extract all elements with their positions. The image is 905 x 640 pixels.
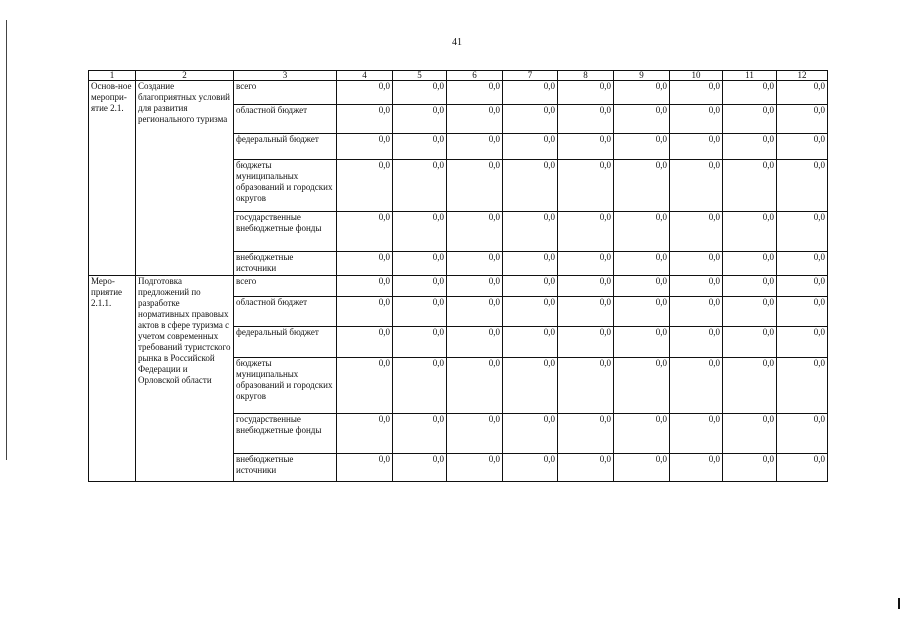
column-header: 5 bbox=[393, 71, 447, 81]
value-cell: 0,0 bbox=[337, 297, 393, 327]
page-number: 41 bbox=[452, 37, 462, 48]
value-cell: 0,0 bbox=[670, 160, 723, 212]
funding-source-cell: бюджеты муниципальных образований и городских округов bbox=[234, 358, 337, 414]
value-cell: 0,0 bbox=[447, 276, 503, 297]
table-row bbox=[89, 81, 828, 105]
value-cell: 0,0 bbox=[447, 414, 503, 454]
funding-source-cell: федеральный бюджет bbox=[234, 327, 337, 358]
value-cell: 0,0 bbox=[393, 252, 447, 276]
value-cell: 0,0 bbox=[670, 134, 723, 160]
value-cell: 0,0 bbox=[723, 327, 777, 358]
value-cell: 0,0 bbox=[393, 358, 447, 414]
value-cell: 0,0 bbox=[558, 134, 614, 160]
value-cell: 0,0 bbox=[503, 105, 558, 134]
value-cell: 0,0 bbox=[723, 276, 777, 297]
value-cell: 0,0 bbox=[447, 212, 503, 252]
value-cell: 0,0 bbox=[337, 454, 393, 482]
value-cell: 0,0 bbox=[337, 134, 393, 160]
funding-source-cell: всего bbox=[234, 276, 337, 297]
value-cell: 0,0 bbox=[670, 276, 723, 297]
value-cell: 0,0 bbox=[558, 327, 614, 358]
value-cell: 0,0 bbox=[558, 297, 614, 327]
value-cell: 0,0 bbox=[337, 327, 393, 358]
scan-edge-line bbox=[6, 20, 7, 460]
value-cell: 0,0 bbox=[337, 160, 393, 212]
column-header: 4 bbox=[337, 71, 393, 81]
value-cell: 0,0 bbox=[614, 358, 670, 414]
funding-source-cell: государственные внебюджетные фонды bbox=[234, 414, 337, 454]
value-cell: 0,0 bbox=[337, 252, 393, 276]
funding-source-cell: областной бюджет bbox=[234, 105, 337, 134]
value-cell: 0,0 bbox=[558, 160, 614, 212]
value-cell: 0,0 bbox=[614, 160, 670, 212]
funding-source-cell: бюджеты муниципальных образований и городских округов bbox=[234, 160, 337, 212]
value-cell: 0,0 bbox=[337, 414, 393, 454]
funding-source-cell: всего bbox=[234, 81, 337, 105]
value-cell: 0,0 bbox=[447, 105, 503, 134]
value-cell: 0,0 bbox=[447, 297, 503, 327]
value-cell: 0,0 bbox=[393, 105, 447, 134]
value-cell: 0,0 bbox=[393, 414, 447, 454]
value-cell: 0,0 bbox=[777, 414, 828, 454]
value-cell: 0,0 bbox=[723, 212, 777, 252]
activity-code-cell: Меро-приятие 2.1.1. bbox=[89, 276, 136, 482]
funding-source-cell: государственные внебюджетные фонды bbox=[234, 212, 337, 252]
value-cell: 0,0 bbox=[723, 252, 777, 276]
value-cell: 0,0 bbox=[447, 252, 503, 276]
value-cell: 0,0 bbox=[777, 454, 828, 482]
value-cell: 0,0 bbox=[558, 276, 614, 297]
value-cell: 0,0 bbox=[614, 212, 670, 252]
value-cell: 0,0 bbox=[670, 105, 723, 134]
value-cell: 0,0 bbox=[614, 81, 670, 105]
column-number-row bbox=[89, 71, 828, 81]
activity-code-cell: Основ-ное меропри-ятие 2.1. bbox=[89, 81, 136, 276]
value-cell: 0,0 bbox=[393, 454, 447, 482]
value-cell: 0,0 bbox=[393, 327, 447, 358]
value-cell: 0,0 bbox=[558, 81, 614, 105]
value-cell: 0,0 bbox=[503, 212, 558, 252]
column-header: 10 bbox=[670, 71, 723, 81]
value-cell: 0,0 bbox=[777, 276, 828, 297]
value-cell: 0,0 bbox=[503, 81, 558, 105]
value-cell: 0,0 bbox=[670, 297, 723, 327]
value-cell: 0,0 bbox=[777, 297, 828, 327]
value-cell: 0,0 bbox=[670, 252, 723, 276]
value-cell: 0,0 bbox=[777, 212, 828, 252]
column-header: 3 bbox=[234, 71, 337, 81]
value-cell: 0,0 bbox=[503, 276, 558, 297]
value-cell: 0,0 bbox=[447, 358, 503, 414]
value-cell: 0,0 bbox=[393, 134, 447, 160]
value-cell: 0,0 bbox=[614, 134, 670, 160]
funding-source-cell: областной бюджет bbox=[234, 297, 337, 327]
funding-source-cell: внебюджетные источники bbox=[234, 454, 337, 482]
value-cell: 0,0 bbox=[558, 358, 614, 414]
value-cell: 0,0 bbox=[447, 134, 503, 160]
value-cell: 0,0 bbox=[337, 276, 393, 297]
value-cell: 0,0 bbox=[723, 297, 777, 327]
value-cell: 0,0 bbox=[337, 81, 393, 105]
column-header: 6 bbox=[447, 71, 503, 81]
column-header: 1 bbox=[89, 71, 136, 81]
value-cell: 0,0 bbox=[447, 454, 503, 482]
value-cell: 0,0 bbox=[777, 134, 828, 160]
value-cell: 0,0 bbox=[337, 105, 393, 134]
value-cell: 0,0 bbox=[393, 297, 447, 327]
value-cell: 0,0 bbox=[670, 414, 723, 454]
value-cell: 0,0 bbox=[777, 160, 828, 212]
value-cell: 0,0 bbox=[503, 134, 558, 160]
value-cell: 0,0 bbox=[558, 252, 614, 276]
value-cell: 0,0 bbox=[670, 81, 723, 105]
value-cell: 0,0 bbox=[558, 414, 614, 454]
value-cell: 0,0 bbox=[393, 81, 447, 105]
value-cell: 0,0 bbox=[670, 454, 723, 482]
value-cell: 0,0 bbox=[670, 358, 723, 414]
value-cell: 0,0 bbox=[777, 327, 828, 358]
value-cell: 0,0 bbox=[614, 105, 670, 134]
funding-source-cell: внебюджетные источники bbox=[234, 252, 337, 276]
column-header: 9 bbox=[614, 71, 670, 81]
funding-source-cell: федеральный бюджет bbox=[234, 134, 337, 160]
value-cell: 0,0 bbox=[723, 160, 777, 212]
value-cell: 0,0 bbox=[777, 252, 828, 276]
value-cell: 0,0 bbox=[503, 160, 558, 212]
value-cell: 0,0 bbox=[503, 358, 558, 414]
value-cell: 0,0 bbox=[614, 252, 670, 276]
value-cell: 0,0 bbox=[558, 212, 614, 252]
value-cell: 0,0 bbox=[503, 252, 558, 276]
value-cell: 0,0 bbox=[447, 327, 503, 358]
value-cell: 0,0 bbox=[503, 454, 558, 482]
value-cell: 0,0 bbox=[777, 81, 828, 105]
value-cell: 0,0 bbox=[503, 414, 558, 454]
value-cell: 0,0 bbox=[503, 297, 558, 327]
value-cell: 0,0 bbox=[723, 454, 777, 482]
value-cell: 0,0 bbox=[723, 134, 777, 160]
value-cell: 0,0 bbox=[558, 105, 614, 134]
value-cell: 0,0 bbox=[337, 358, 393, 414]
value-cell: 0,0 bbox=[723, 105, 777, 134]
value-cell: 0,0 bbox=[777, 105, 828, 134]
value-cell: 0,0 bbox=[614, 297, 670, 327]
value-cell: 0,0 bbox=[670, 212, 723, 252]
column-header: 2 bbox=[136, 71, 234, 81]
value-cell: 0,0 bbox=[723, 358, 777, 414]
value-cell: 0,0 bbox=[614, 327, 670, 358]
value-cell: 0,0 bbox=[447, 81, 503, 105]
value-cell: 0,0 bbox=[614, 414, 670, 454]
value-cell: 0,0 bbox=[447, 160, 503, 212]
column-header: 11 bbox=[723, 71, 777, 81]
table-body bbox=[89, 81, 828, 482]
value-cell: 0,0 bbox=[503, 327, 558, 358]
value-cell: 0,0 bbox=[670, 327, 723, 358]
value-cell: 0,0 bbox=[614, 276, 670, 297]
value-cell: 0,0 bbox=[393, 212, 447, 252]
activity-name-cell: Подготовка предложений по разработке нормативных правовых актов в сфере туризма с учетом современных требований туристского рынка в Российской Федерации и Орловской области bbox=[136, 276, 234, 482]
value-cell: 0,0 bbox=[558, 454, 614, 482]
column-header: 8 bbox=[558, 71, 614, 81]
value-cell: 0,0 bbox=[393, 160, 447, 212]
column-header: 12 bbox=[777, 71, 828, 81]
budget-table bbox=[88, 70, 828, 482]
value-cell: 0,0 bbox=[723, 414, 777, 454]
value-cell: 0,0 bbox=[723, 81, 777, 105]
scan-edge-mark bbox=[898, 598, 900, 609]
value-cell: 0,0 bbox=[393, 276, 447, 297]
activity-name-cell: Создание благоприятных условий для развития регионального туризма bbox=[136, 81, 234, 276]
value-cell: 0,0 bbox=[777, 358, 828, 414]
value-cell: 0,0 bbox=[337, 212, 393, 252]
table-row bbox=[89, 276, 828, 297]
column-header: 7 bbox=[503, 71, 558, 81]
value-cell: 0,0 bbox=[614, 454, 670, 482]
